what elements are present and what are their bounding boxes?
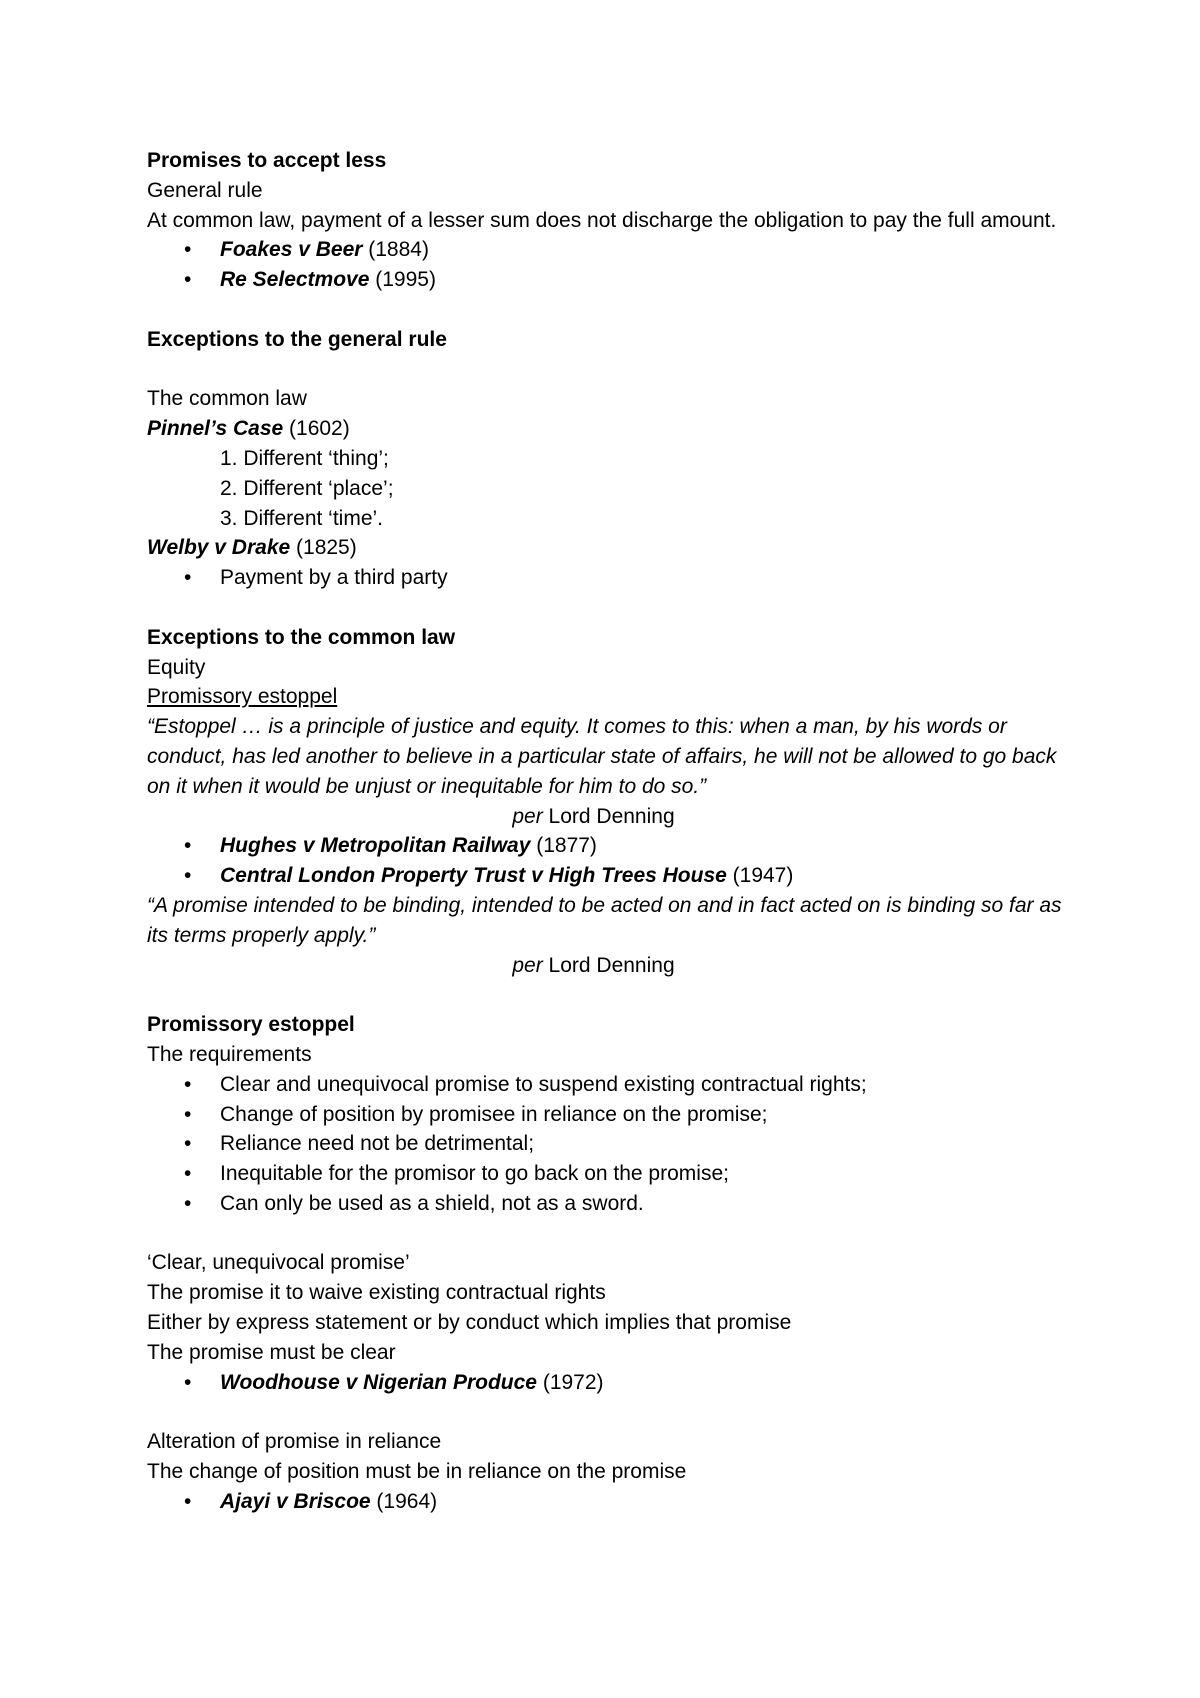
case-year: (1947) bbox=[726, 864, 794, 888]
case-bullet bbox=[147, 1368, 1080, 1398]
text-line: The promise must be clear bbox=[147, 1340, 396, 1364]
bullet-icon: • bbox=[184, 834, 192, 858]
spacer bbox=[147, 1397, 1080, 1427]
bullet-icon: • bbox=[184, 1072, 192, 1096]
attribution bbox=[147, 802, 1080, 832]
case-name: Re Selectmove bbox=[220, 268, 370, 292]
text-line: The promise it to waive existing contractual rights bbox=[147, 1281, 606, 1305]
bullet-icon: • bbox=[184, 1132, 192, 1156]
requirement-item bbox=[147, 1129, 1080, 1159]
heading-promissory-estoppel: Promissory estoppel bbox=[147, 1013, 355, 1037]
case-name: Woodhouse v Nigerian Produce bbox=[220, 1370, 537, 1394]
bullet-item bbox=[147, 563, 1080, 593]
requirement-text: Change of position by promisee in reliance on the promise; bbox=[220, 1102, 768, 1126]
bullet-icon: • bbox=[184, 1102, 192, 1126]
heading-promises-to-accept-less: Promises to accept less bbox=[147, 149, 387, 172]
requirement-item bbox=[147, 1070, 1080, 1100]
case-bullet bbox=[147, 861, 1080, 891]
case-bullet bbox=[147, 831, 1080, 861]
per-label: per bbox=[512, 804, 543, 828]
case-name: Central London Property Trust v High Trees House bbox=[220, 864, 727, 888]
heading-exceptions-general-rule: Exceptions to the general rule bbox=[147, 327, 447, 351]
case-bullet bbox=[147, 265, 1080, 295]
bullet-icon: • bbox=[184, 566, 192, 590]
title-clear-unequivocal-promise: ‘Clear, unequivocal promise’ bbox=[147, 1251, 410, 1275]
case-year: (1602) bbox=[283, 417, 350, 441]
requirement-item bbox=[147, 1189, 1080, 1219]
quote-denning-estoppel: “Estoppel … is a principle of justice and equity. It comes to this: when a man, by his words or conduct, has led another to believe in a particular state of affairs, he will not be allowed to go back on it when it would be unjust or inequitable for him to do so.” bbox=[147, 715, 1057, 798]
requirement-item bbox=[147, 1159, 1080, 1189]
subheading-requirements: The requirements bbox=[147, 1042, 312, 1066]
attribution bbox=[147, 951, 1080, 981]
spacer bbox=[147, 295, 1080, 325]
text-line: Either by express statement or by conduct which implies that promise bbox=[147, 1311, 792, 1335]
case-year: (1884) bbox=[362, 238, 429, 262]
bullet-text: Payment by a third party bbox=[220, 566, 448, 590]
subheading-general-rule: General rule bbox=[147, 178, 263, 202]
case-line bbox=[147, 414, 1080, 444]
numbered-item: 1. Different ‘thing’; bbox=[220, 446, 389, 470]
spacer bbox=[147, 1219, 1080, 1249]
numbered-item: 2. Different ‘place’; bbox=[220, 476, 394, 500]
requirement-text: Inequitable for the promisor to go back on the promise; bbox=[220, 1162, 729, 1186]
underlined-heading-promissory-estoppel: Promissory estoppel bbox=[147, 685, 338, 709]
case-name: Ajayi v Briscoe bbox=[220, 1489, 371, 1513]
case-year: (1964) bbox=[370, 1489, 438, 1513]
bullet-icon: • bbox=[184, 1370, 192, 1394]
bullet-icon: • bbox=[184, 268, 192, 292]
bullet-icon: • bbox=[184, 864, 192, 888]
paragraph-general-rule: At common law, payment of a lesser sum does not discharge the obligation to pay the full amount. bbox=[147, 208, 1057, 232]
case-year: (1995) bbox=[369, 268, 436, 292]
per-label: per bbox=[512, 953, 543, 977]
case-name: Pinnel’s Case bbox=[147, 417, 284, 441]
bullet-icon: • bbox=[184, 1489, 192, 1513]
text-line: The change of position must be in reliance on the promise bbox=[147, 1460, 687, 1484]
requirement-text: Can only be used as a shield, not as a sword. bbox=[220, 1191, 644, 1215]
spacer bbox=[147, 593, 1080, 623]
requirement-text: Reliance need not be detrimental; bbox=[220, 1132, 535, 1156]
bullet-icon: • bbox=[184, 238, 192, 262]
title-alteration-in-reliance: Alteration of promise in reliance bbox=[147, 1430, 442, 1454]
requirement-item bbox=[147, 1100, 1080, 1130]
bullet-icon: • bbox=[184, 1162, 192, 1186]
quote-denning-high-trees: “A promise intended to be binding, intended to be acted on and in fact acted on is binding so far as its terms properly apply.” bbox=[147, 893, 1062, 947]
case-year: (1972) bbox=[537, 1370, 604, 1394]
subheading-equity: Equity bbox=[147, 655, 206, 679]
spacer bbox=[147, 980, 1080, 1010]
case-name: Hughes v Metropolitan Railway bbox=[220, 834, 531, 858]
subheading-common-law: The common law bbox=[147, 387, 307, 411]
case-name: Welby v Drake bbox=[147, 536, 291, 560]
case-year: (1877) bbox=[530, 834, 597, 858]
case-line bbox=[147, 533, 1080, 563]
judge-name: Lord Denning bbox=[542, 804, 675, 828]
bullet-icon: • bbox=[184, 1191, 192, 1215]
spacer bbox=[147, 355, 1080, 385]
case-year: (1825) bbox=[290, 536, 357, 560]
requirement-text: Clear and unequivocal promise to suspend existing contractual rights; bbox=[220, 1072, 867, 1096]
heading-exceptions-common-law: Exceptions to the common law bbox=[147, 625, 456, 649]
case-name: Foakes v Beer bbox=[220, 238, 363, 262]
numbered-item: 3. Different ‘time’. bbox=[220, 506, 384, 530]
case-bullet bbox=[147, 235, 1080, 265]
judge-name: Lord Denning bbox=[542, 953, 675, 977]
case-bullet bbox=[147, 1487, 1080, 1517]
